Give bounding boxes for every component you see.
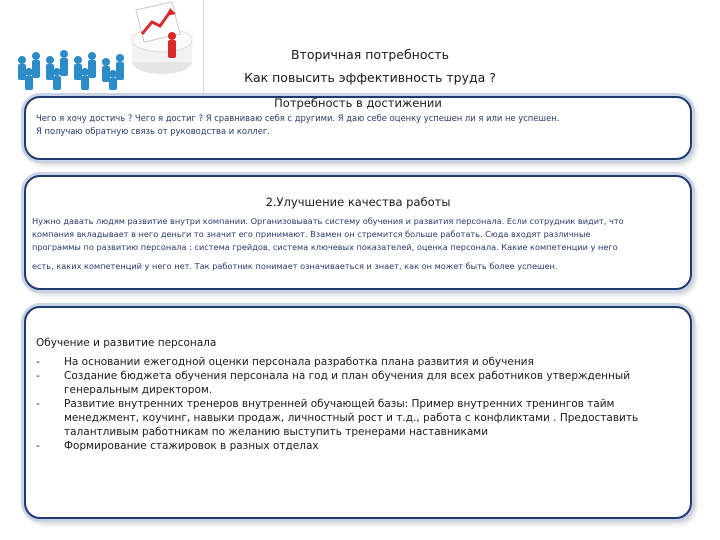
box2-line: есть, каких компетенций у него нет. Так работник понимает означиваеться и знает, как он может быть более успешен.: [32, 261, 558, 271]
training-title: Обучение и развитие персонала: [36, 337, 217, 349]
box2-line: компания вкладывает в него деньги то значит его принимают. Взамен он стремится больше работать. Сюда входят различные: [32, 229, 591, 239]
list-bullet: -: [36, 370, 40, 382]
box1-line: Чего я хочу достичь ? Чего я достиг ? Я сравниваю себя с другими. Я даю себе оценку успешен ли я или не успешен.: [36, 113, 560, 123]
training-content: [36, 336, 680, 453]
list-item: [36, 369, 680, 397]
box1-line: Я получаю обратную связь от руководства и коллег.: [36, 126, 270, 136]
achievement-need-box: [24, 96, 692, 160]
list-item-text: Формирование стажировок в разных отделах: [64, 440, 319, 452]
page-question: Как повысить эффективность труда ?: [244, 70, 496, 85]
box2-heading: 2.Улучшение качества работы: [265, 195, 451, 209]
list-bullet: -: [36, 440, 40, 452]
list-bullet: -: [36, 398, 40, 410]
box2-line: программы по развитию персонала : система грейдов, система ключевых показателей, оценка персонала. Какие компетенции у него: [32, 242, 618, 252]
list-item-text: Создание бюджета обучения персонала на год и план обучения для всех работников утвержденный генеральным директором.: [64, 370, 631, 396]
list-item: [36, 355, 680, 369]
page-title: Вторичная потребность: [290, 47, 450, 62]
box1-text: [36, 112, 680, 138]
list-bullet: -: [36, 356, 40, 368]
box2-line: Нужно давать людям развитие внутри компании. Организовывать систему обучения и развития персонала. Если сотрудник видит, что: [32, 216, 624, 226]
work-quality-box: [24, 175, 692, 290]
list-item-text: Развитие внутренних тренеров внутренней обучающей базы: Пример внутренних тренингов тайм менеджмент, коучинг, навыки продаж, личностный рост и т.д., работа с конфликтами . Предоставить талантливым работникам по желанию выступить тренерами наставниками: [64, 398, 639, 438]
list-item: [36, 397, 680, 439]
training-box: [24, 306, 692, 519]
list-item-text: На основании ежегодной оценки персонала разработка плана развития и обучения: [64, 356, 534, 368]
box1-heading: Потребность в достижении: [274, 96, 442, 110]
box2-text: [32, 215, 682, 273]
list-item: [36, 439, 680, 453]
